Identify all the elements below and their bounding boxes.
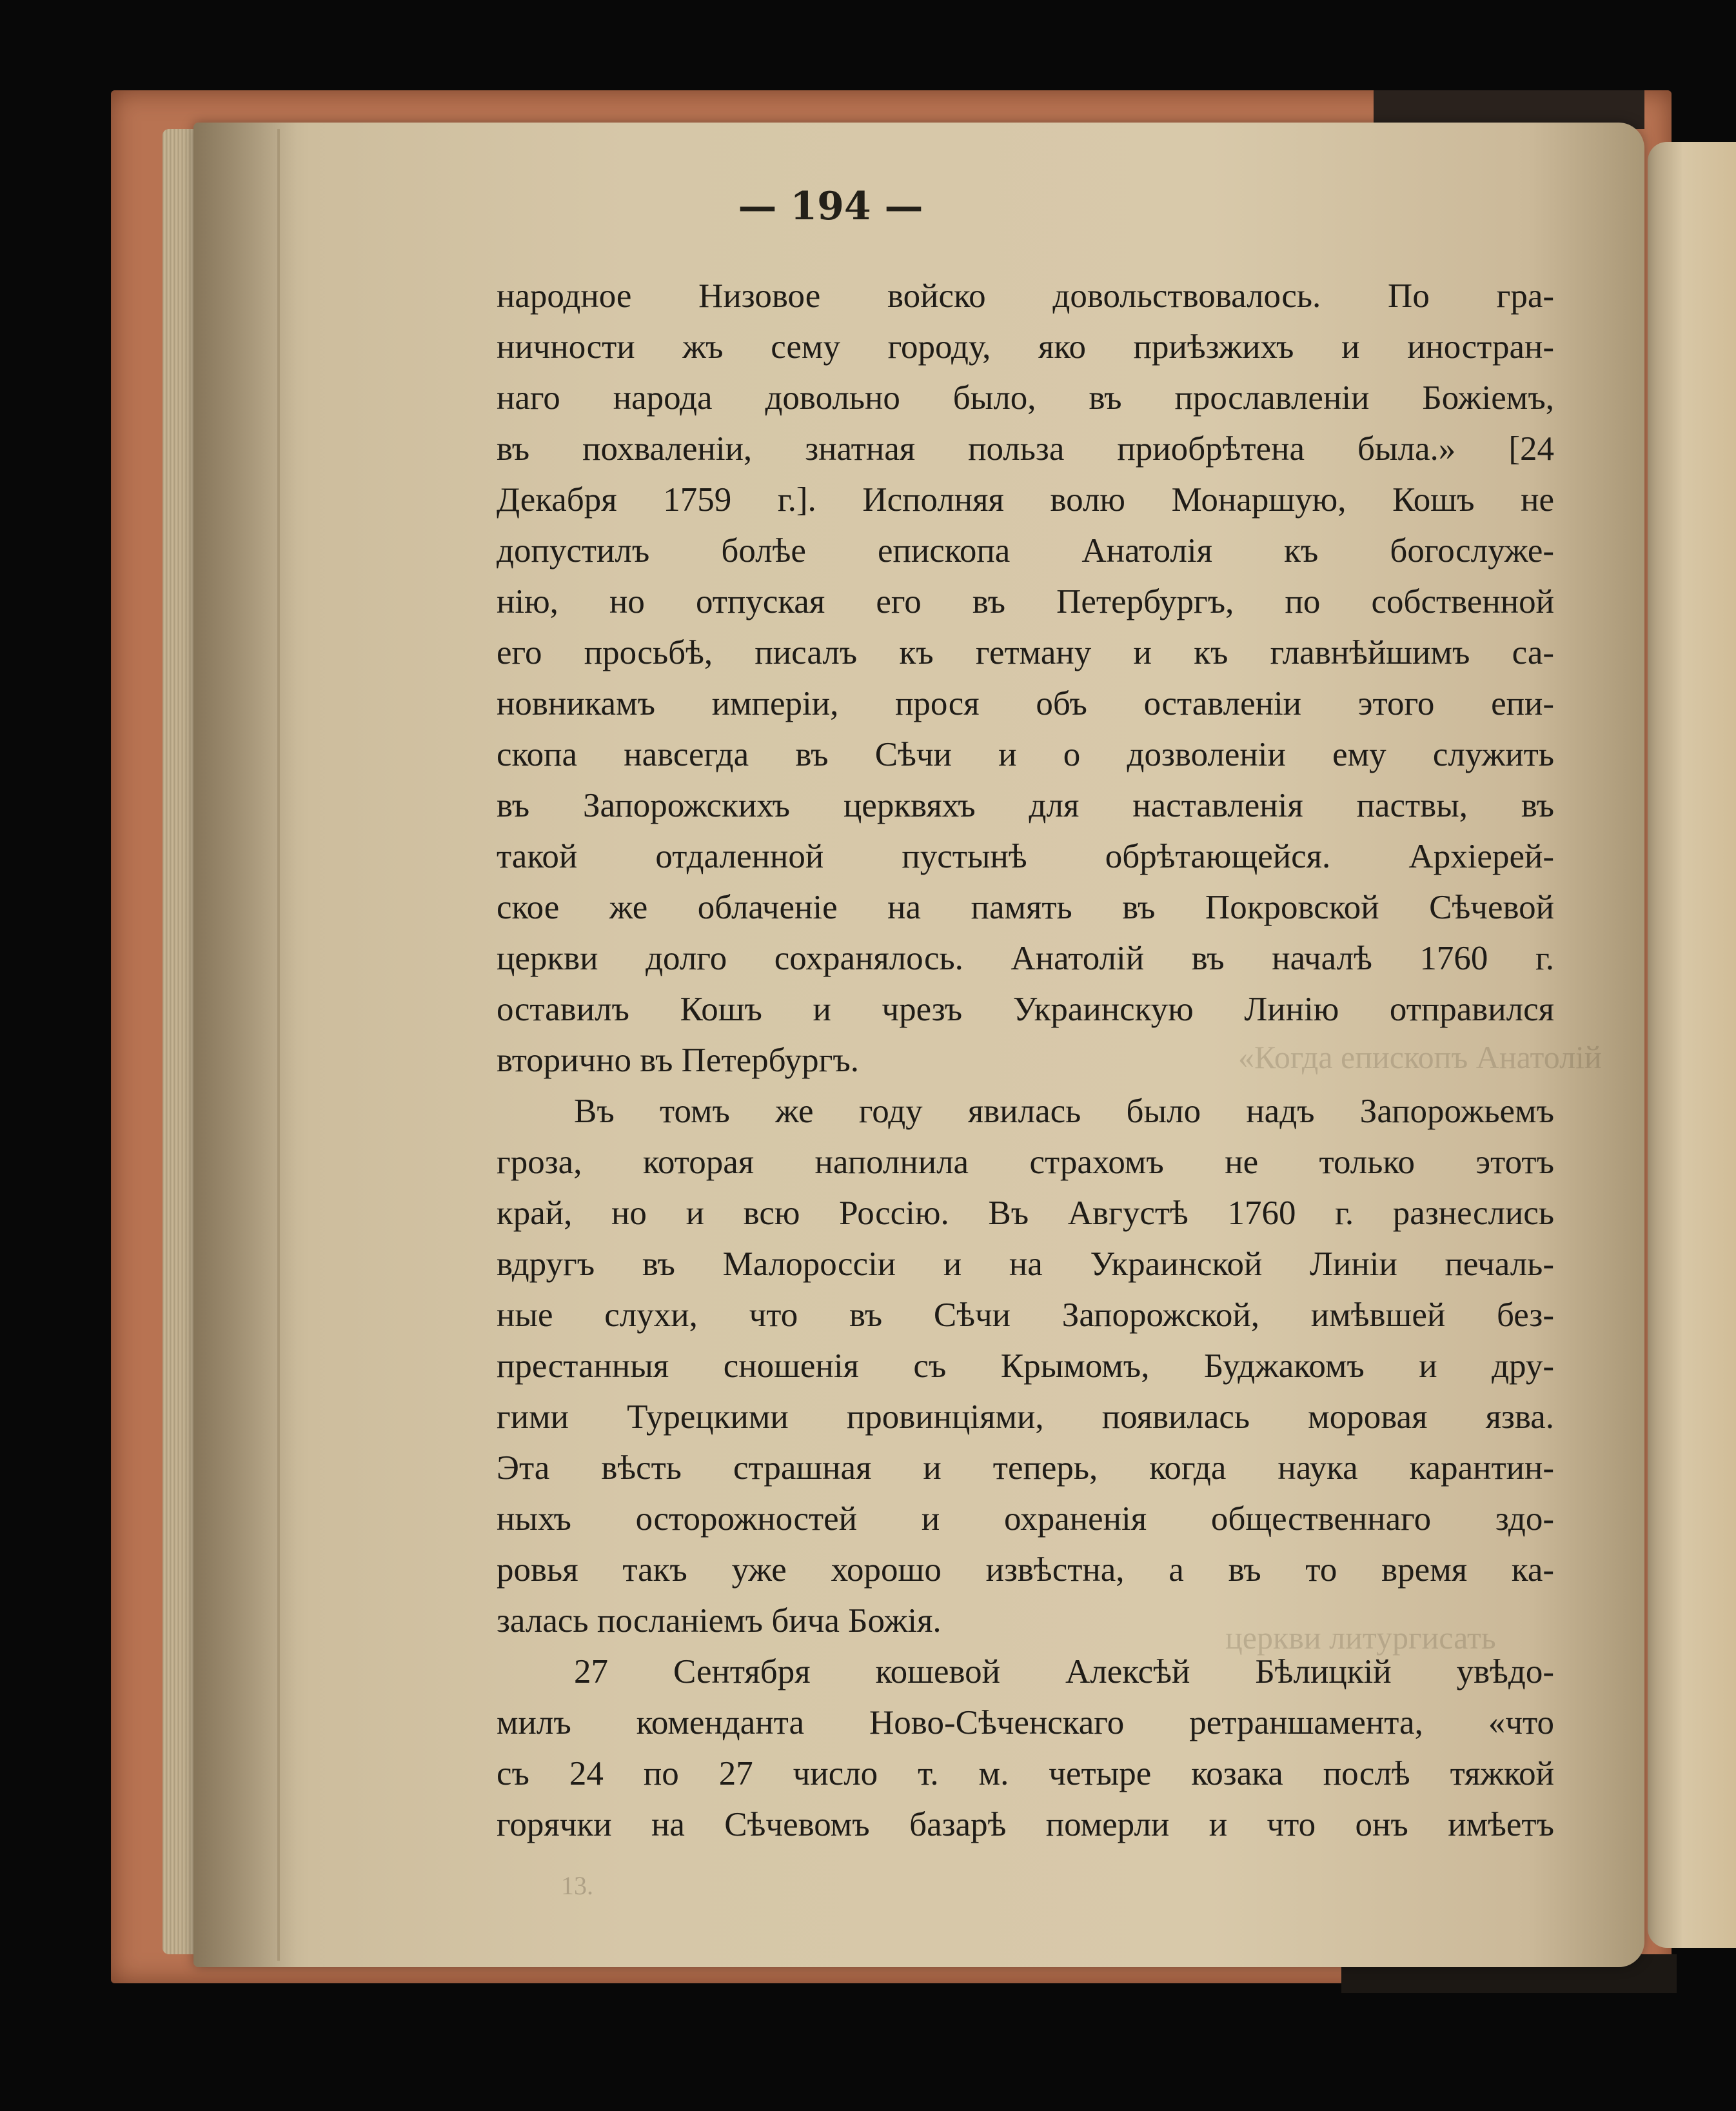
facing-page-edge: [1648, 142, 1736, 1948]
text-line: гими Турецкими провинціями, появилась моровая язва.: [497, 1398, 1554, 1436]
text-line: горячки на Сѣчевомъ базарѣ померли и что онъ имѣетъ: [497, 1806, 1554, 1843]
text-line: ское же облаченіе на память въ Покровской Сѣчевой: [497, 889, 1554, 926]
body-text: [497, 271, 1554, 1850]
text-line: гроза, которая наполнила страхомъ не только этотъ: [497, 1144, 1554, 1181]
text-line: съ 24 по 27 число т. м. четыре козака послѣ тяжкой: [497, 1755, 1554, 1792]
text-line: въ Запорожскихъ церквяхъ для наставленія паствы, въ: [497, 787, 1554, 824]
text-line: вторично въ Петербургъ.: [497, 1042, 859, 1079]
text-line: въ похваленіи, знатная польза приобрѣтена была.» [24: [497, 430, 1554, 468]
text-line: милъ коменданта Ново-Сѣченскаго ретраншамента, «что: [497, 1704, 1554, 1741]
spine-shadow: [193, 123, 297, 1967]
text-line: ные слухи, что въ Сѣчи Запорожской, имѣвшей без-: [497, 1296, 1554, 1334]
text-line: ныхъ осторожностей и охраненія общественнаго здо-: [497, 1500, 1554, 1538]
text-line: скопа навсегда въ Сѣчи и о дозволеніи ему служить: [497, 736, 1554, 773]
text-line: Декабря 1759 г.]. Исполняя волю Монаршую, Кошъ не: [497, 481, 1554, 519]
text-line: Въ томъ же году явилась было надъ Запорожьемъ: [574, 1093, 1554, 1130]
text-line: его просьбѣ, писалъ къ гетману и къ главнѣйшимъ са-: [497, 634, 1554, 671]
bleed-through-text: церкви литургисать: [1225, 1620, 1496, 1656]
text-line: церкви долго сохранялось. Анатолій въ началѣ 1760 г.: [497, 940, 1554, 977]
text-line: допустилъ болѣе епископа Анатолія къ богослуже-: [497, 532, 1554, 570]
text-line: ровья такъ уже хорошо извѣстна, а въ то время ка-: [497, 1551, 1554, 1589]
text-line: нію, но отпуская его въ Петербургъ, по собственной: [497, 583, 1554, 620]
text-line: ничности жъ сему городу, яко приѣзжихъ и иностран-: [497, 328, 1554, 366]
bleed-through-text: «Когда епископъ Анатолій: [1238, 1039, 1602, 1075]
text-line: народное Низовое войско довольствовалось. По гра-: [497, 277, 1554, 315]
text-line: Эта вѣсть страшная и теперь, когда наука карантин-: [497, 1449, 1554, 1487]
text-line: залась посланіемъ бича Божія.: [497, 1602, 942, 1640]
text-line: вдругъ въ Малороссіи и на Украинской Линіи печаль-: [497, 1245, 1554, 1283]
text-line: новникамъ имперіи, прося объ оставленіи этого епи-: [497, 685, 1554, 722]
page-crease: [277, 129, 280, 1961]
bleed-through-mark: 13.: [561, 1871, 593, 1900]
text-line: оставилъ Кошъ и чрезъ Украинскую Линію отправился: [497, 991, 1554, 1028]
text-line: край, но и всю Россію. Въ Августѣ 1760 г. разнеслись: [497, 1194, 1554, 1232]
page-number-text: — 194 —: [738, 184, 923, 229]
text-line: наго народа довольно было, въ прославленіи Божіемъ,: [497, 379, 1554, 417]
page-number: [0, 184, 1736, 229]
text-line: 27 Сентября кошевой Алексѣй Бѣлицкій увѣдо-: [574, 1653, 1554, 1690]
text-line: такой отдаленной пустынѣ обрѣтающейся. Архіерей-: [497, 838, 1554, 875]
text-line: престанныя сношенія съ Крымомъ, Буджакомъ и дру-: [497, 1347, 1554, 1385]
